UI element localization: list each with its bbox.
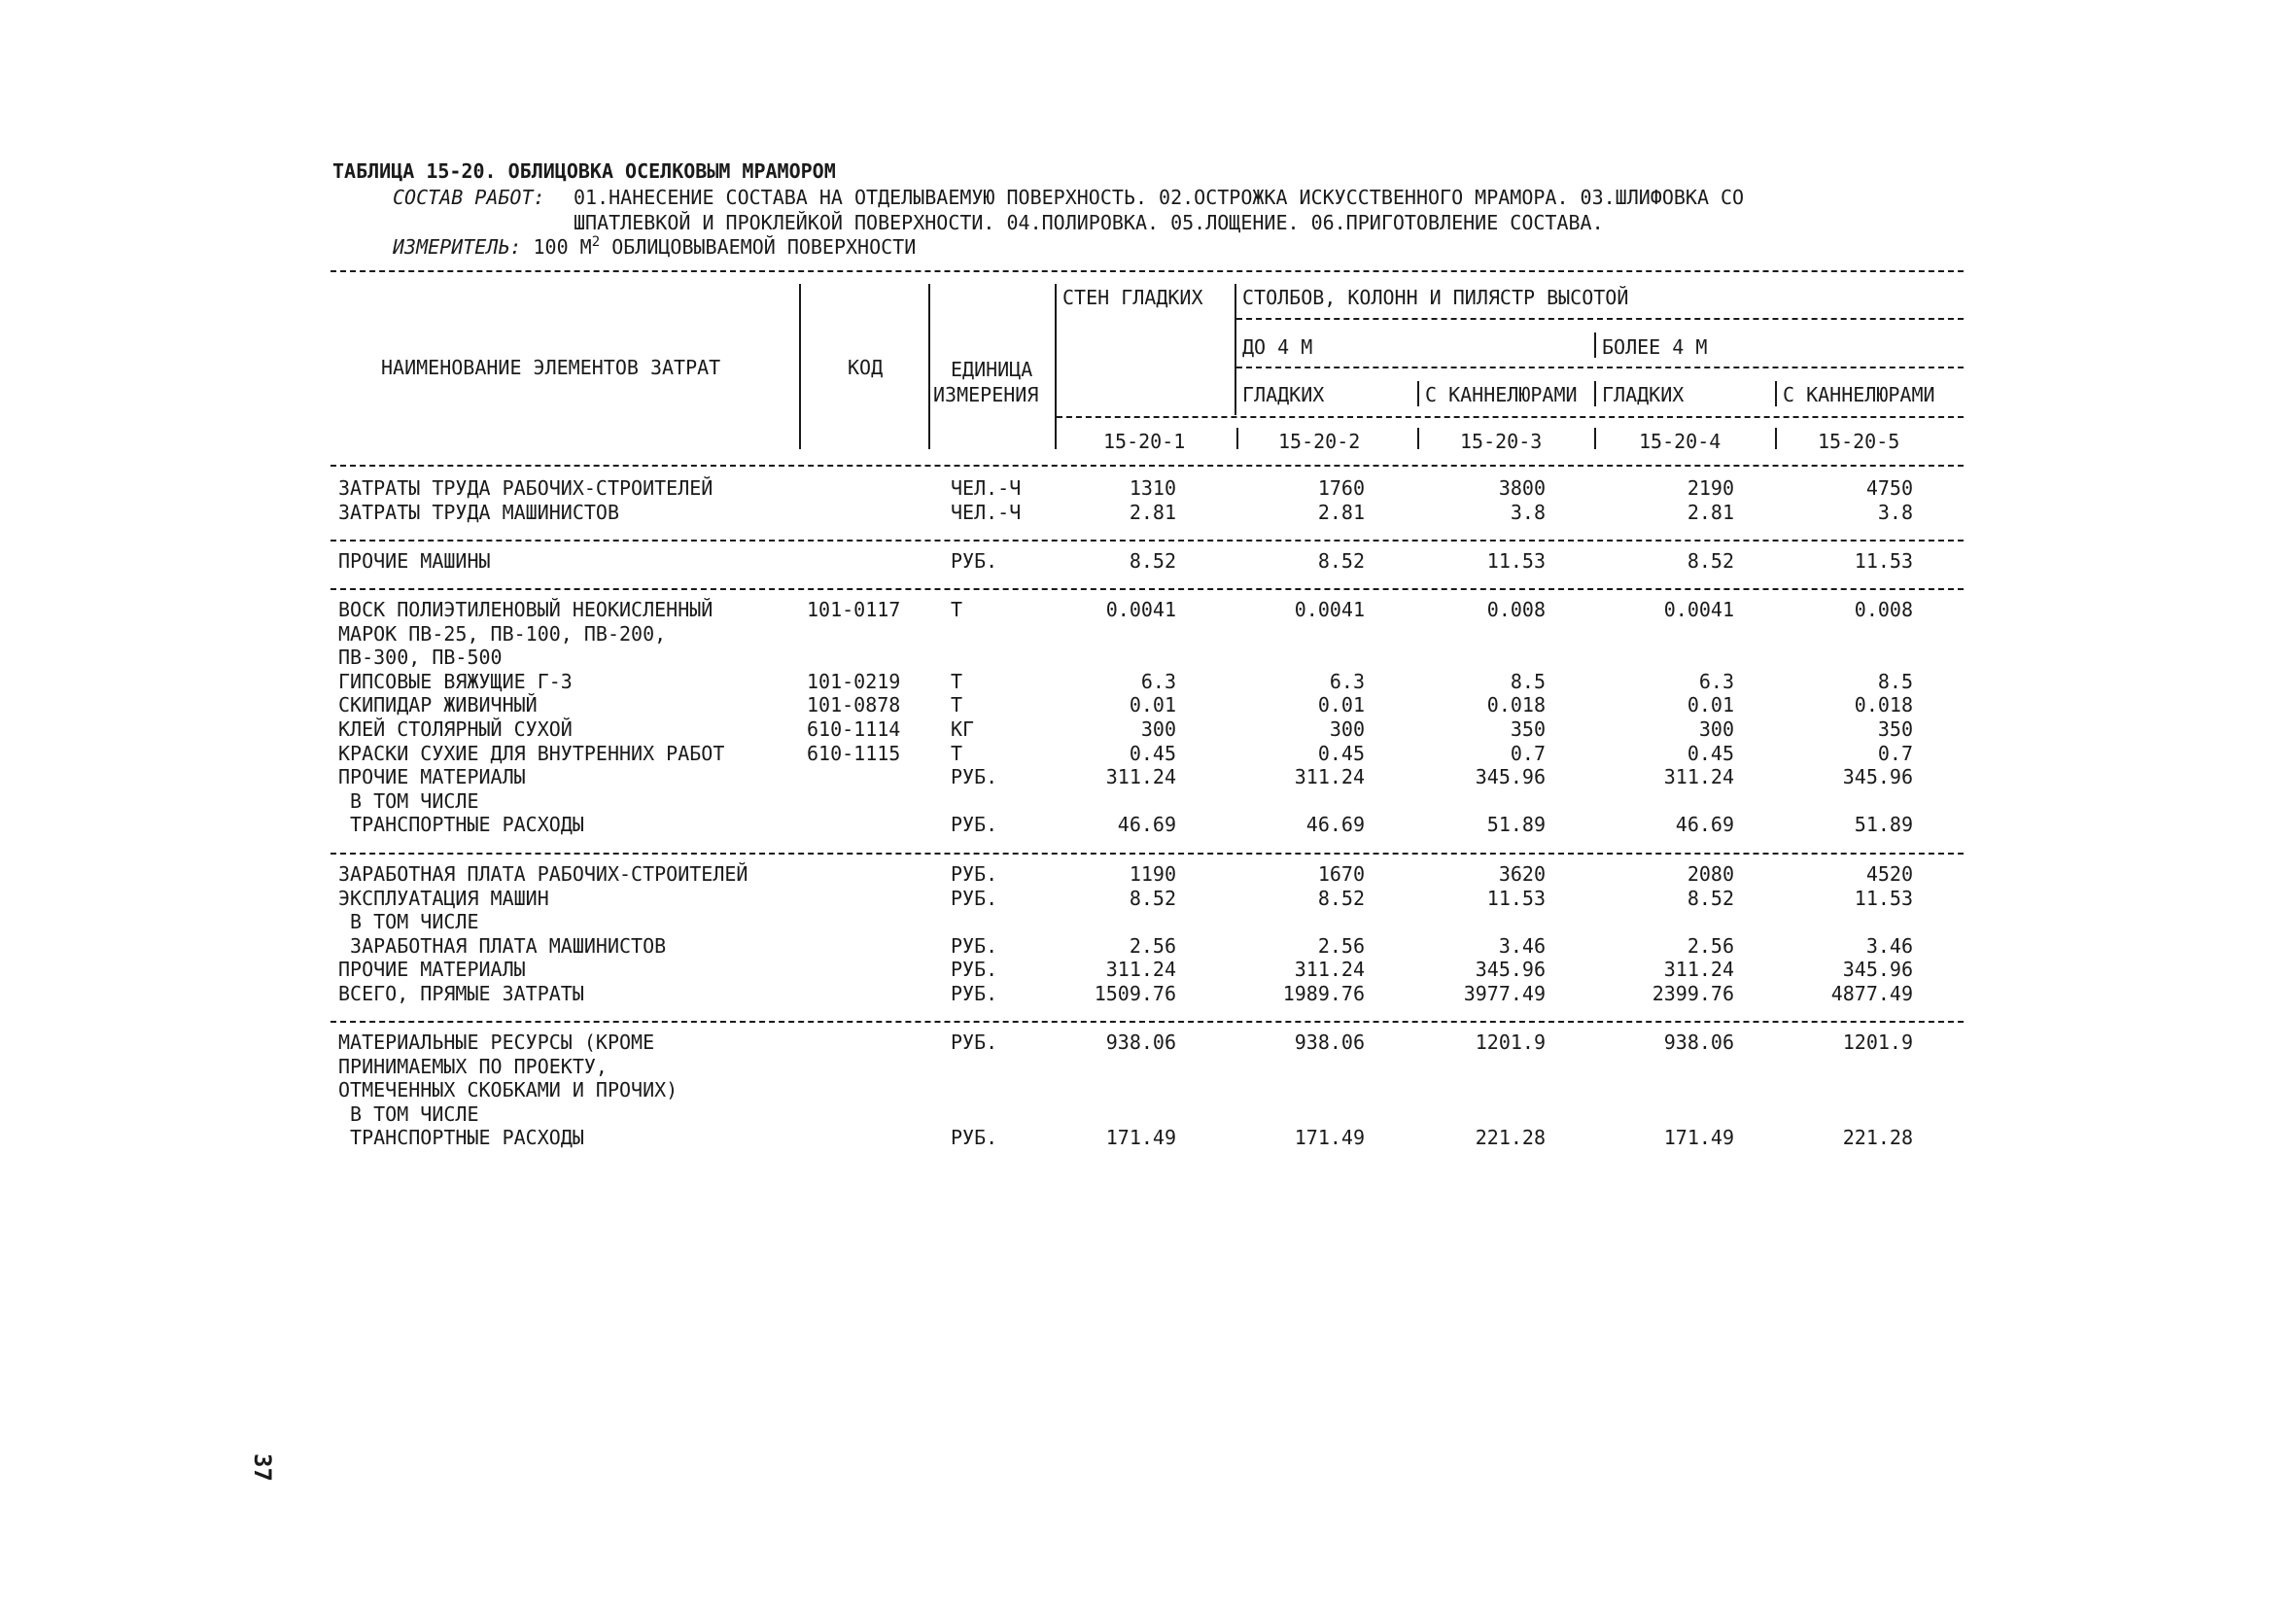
value-pillars-up4-smooth: 8.52 [1317,886,1365,910]
divider-name-kod [799,284,801,449]
value-pillars-up4-smooth: 300 [1329,717,1365,741]
row-name: ПРОЧИЕ МАТЕРИАЛЫ [338,765,526,789]
value-pillars-up4-smooth: 311.24 [1294,958,1365,982]
value-walls: 938.06 [1105,1031,1176,1054]
value-pillars-over4-smooth: 311.24 [1663,765,1734,789]
value-walls: 1310 [1129,476,1176,500]
row-name: ТРАНСПОРТНЫЕ РАСХОДЫ [338,1126,584,1150]
value-walls: 0.0041 [1105,598,1176,621]
row-unit: РУБ. [951,886,998,910]
row-unit: РУБ. [951,933,998,958]
value-walls: 300 [1140,717,1176,741]
value-pillars-over4-fluted: 345.96 [1842,765,1913,789]
col-header-smooth-1: ГЛАДКИХ [1242,383,1325,406]
row-unit: КГ [951,717,975,741]
row-unit: Т [951,741,963,765]
value-pillars-up4-fluted: 8.5 [1510,669,1546,693]
value-pillars-up4-fluted: 3620 [1498,862,1546,886]
divider-sub-1 [1417,381,1419,406]
value-pillars-up4-smooth: 938.06 [1294,1031,1365,1054]
value-pillars-over4-fluted: 4877.49 [1830,982,1913,1005]
value-pillars-up4-smooth: 2.56 [1317,933,1365,958]
rule-top [330,270,1964,272]
row-unit: Т [951,669,963,693]
row-kod: 101-0219 [807,669,901,693]
col-header-kod: КОД [848,356,884,379]
value-walls: 1190 [1129,862,1176,886]
value-pillars-up4-smooth: 1760 [1317,476,1365,500]
row-name: МАТЕРИАЛЬНЫЕ РЕСУРСЫ (КРОМЕ [338,1031,655,1054]
row-unit: ЧЕЛ.-Ч [951,500,1022,524]
row-unit: ЧЕЛ.-Ч [951,476,1022,500]
col-header-smooth-2: ГЛАДКИХ [1602,383,1685,406]
value-pillars-up4-fluted: 221.28 [1475,1126,1546,1150]
row-name: ЗАТРАТЫ ТРУДА РАБОЧИХ-СТРОИТЕЛЕЙ [338,476,713,500]
col-header-walls: СТЕН ГЛАДКИХ [1062,286,1203,309]
value-pillars-up4-smooth: 0.01 [1317,693,1365,717]
row-name: ПРОЧИЕ МАТЕРИАЛЫ [338,958,526,982]
value-pillars-over4-fluted: 0.7 [1877,741,1913,765]
value-pillars-over4-smooth: 46.69 [1675,813,1734,837]
row-kod: 101-0878 [807,693,901,717]
value-pillars-up4-fluted: 3.46 [1498,933,1546,958]
row-name: ПВ-300, ПВ-500 [338,646,503,670]
value-pillars-over4-fluted: 4750 [1865,476,1913,500]
row-name: ЗАРАБОТНАЯ ПЛАТА РАБОЧИХ-СТРОИТЕЛЕЙ [338,862,748,886]
code-15-20-2: 15-20-2 [1278,430,1361,453]
value-pillars-over4-smooth: 8.52 [1687,886,1734,910]
value-pillars-up4-fluted: 3800 [1498,476,1546,500]
value-pillars-over4-fluted: 350 [1877,717,1913,741]
row-name: МАРОК ПВ-25, ПВ-100, ПВ-200, [338,621,667,646]
col-header-over-4m: БОЛЕЕ 4 М [1602,335,1708,359]
row-unit: РУБ. [951,958,998,982]
value-pillars-up4-fluted: 345.96 [1475,958,1546,982]
col-header-name: НАИМЕНОВАНИЕ ЭЛЕМЕНТОВ ЗАТРАТ [381,356,721,379]
value-pillars-over4-fluted: 4520 [1865,862,1913,886]
value-pillars-over4-fluted: 3.8 [1877,500,1913,524]
value-pillars-over4-fluted: 1201.9 [1842,1031,1913,1054]
izmeritel-rest: ОБЛИЦОВЫВАЕМОЙ ПОВЕРХНОСТИ [600,235,917,259]
row-name: ТРАНСПОРТНЫЕ РАСХОДЫ [338,813,584,837]
value-pillars-over4-smooth: 300 [1698,717,1734,741]
code-15-20-3: 15-20-3 [1460,430,1543,453]
row-name: ПРИНИМАЕМЫХ ПО ПРОЕКТУ, [338,1054,608,1078]
value-pillars-up4-fluted: 350 [1510,717,1546,741]
value-pillars-over4-smooth: 2.56 [1687,933,1734,958]
section-rule [330,853,1964,855]
divider-walls-pillars [1235,284,1236,415]
sostav-text-line-1: 01.НАНЕСЕНИЕ СОСТАВА НА ОТДЕЛЫВАЕМУЮ ПОВЕРХНОСТЬ. 02.ОСТРОЖКА ИСКУССТВЕННОГО МРАМОРА. 03.ШЛИФОВКА СО [574,186,1745,209]
divider-code-3 [1594,428,1596,449]
value-pillars-over4-fluted: 221.28 [1842,1126,1913,1150]
value-pillars-up4-fluted: 11.53 [1486,886,1546,910]
row-unit: Т [951,598,963,621]
rule-pillars [1236,318,1964,320]
value-pillars-up4-smooth: 2.81 [1317,500,1365,524]
value-walls: 0.45 [1129,741,1176,765]
value-walls: 0.01 [1129,693,1176,717]
sostav-label: СОСТАВ РАБОТ: [393,186,545,209]
row-kod: 610-1115 [807,741,901,765]
value-pillars-up4-smooth: 311.24 [1294,765,1365,789]
value-pillars-up4-smooth: 1670 [1317,862,1365,886]
value-pillars-up4-smooth: 8.52 [1317,549,1365,573]
divider-code-2 [1417,428,1419,449]
value-walls: 2.81 [1129,500,1176,524]
page-number: 37 [249,1453,276,1482]
row-name: ЗАРАБОТНАЯ ПЛАТА МАШИНИСТОВ [338,933,667,958]
col-header-unit-2: ИЗМЕРЕНИЯ [933,383,1039,406]
value-walls: 1509.76 [1094,982,1176,1005]
value-pillars-up4-smooth: 1989.76 [1282,982,1365,1005]
value-pillars-over4-fluted: 345.96 [1842,958,1913,982]
table-title: ТАБЛИЦА 15-20. ОБЛИЦОВКА ОСЕЛКОВЫМ МРАМОРОМ [332,159,836,183]
izmeritel-label: ИЗМЕРИТЕЛЬ: [393,235,522,259]
value-pillars-over4-fluted: 0.008 [1854,598,1913,621]
value-pillars-up4-fluted: 0.7 [1510,741,1546,765]
section-rule [330,1021,1964,1023]
row-name: ОТМЕЧЕННЫХ СКОБКАМИ И ПРОЧИХ) [338,1078,678,1102]
row-name: КРАСКИ СУХИЕ ДЛЯ ВНУТРЕННИХ РАБОТ [338,741,725,765]
value-pillars-over4-smooth: 2.81 [1687,500,1734,524]
value-pillars-over4-smooth: 0.45 [1687,741,1734,765]
value-walls: 6.3 [1140,669,1176,693]
divider-code-1 [1236,428,1238,449]
col-header-fluted-2: С КАННЕЛЮРАМИ [1783,383,1935,406]
col-header-pillars: СТОЛБОВ, КОЛОНН И ПИЛЯСТР ВЫСОТОЙ [1242,286,1629,309]
row-kod: 101-0117 [807,598,901,621]
value-pillars-up4-fluted: 0.008 [1486,598,1546,621]
value-pillars-up4-fluted: 1201.9 [1475,1031,1546,1054]
row-unit: РУБ. [951,1031,998,1054]
value-pillars-up4-smooth: 0.45 [1317,741,1365,765]
row-name: КЛЕЙ СТОЛЯРНЫЙ СУХОЙ [338,717,573,741]
rule-height [1236,367,1964,368]
value-walls: 171.49 [1105,1126,1176,1150]
code-15-20-1: 15-20-1 [1103,430,1186,453]
divider-sub-3 [1775,381,1777,406]
value-pillars-over4-smooth: 6.3 [1698,669,1734,693]
value-pillars-up4-smooth: 171.49 [1294,1126,1365,1150]
row-name: ГИПСОВЫЕ ВЯЖУЩИЕ Г-3 [338,669,573,693]
izmeritel-value: 100 М [533,235,592,259]
value-walls: 8.52 [1129,886,1176,910]
value-walls: 46.69 [1117,813,1176,837]
row-kod: 610-1114 [807,717,901,741]
value-pillars-over4-smooth: 0.01 [1687,693,1734,717]
divider-kod-unit [928,284,930,449]
row-unit: РУБ. [951,765,998,789]
code-15-20-5: 15-20-5 [1818,430,1900,453]
value-pillars-over4-fluted: 11.53 [1854,886,1913,910]
row-name: ПРОЧИЕ МАШИНЫ [338,549,491,573]
sostav-text-line-2: ШПАТЛЕВКОЙ И ПРОКЛЕЙКОЙ ПОВЕРХНОСТИ. 04.ПОЛИРОВКА. 05.ЛОЩЕНИЕ. 06.ПРИГОТОВЛЕНИЕ СОСТАВА. [574,211,1604,234]
col-header-up-to-4m: ДО 4 М [1242,335,1313,359]
divider-code-4 [1775,428,1777,449]
row-unit: РУБ. [951,1126,998,1150]
row-unit: Т [951,693,963,717]
row-name: ВОСК ПОЛИЭТИЛЕНОВЫЙ НЕОКИСЛЕННЫЙ [338,598,713,621]
value-pillars-over4-smooth: 2080 [1687,862,1734,886]
row-unit: РУБ. [951,549,998,573]
value-pillars-up4-smooth: 6.3 [1329,669,1365,693]
value-walls: 311.24 [1105,958,1176,982]
col-header-fluted-1: С КАННЕЛЮРАМИ [1425,383,1578,406]
izmeritel-sup: 2 [591,234,601,250]
value-pillars-over4-smooth: 171.49 [1663,1126,1734,1150]
divider-sub-2 [1594,381,1596,406]
value-pillars-up4-fluted: 0.018 [1486,693,1546,717]
row-unit: РУБ. [951,862,998,886]
row-unit: РУБ. [951,813,998,837]
value-pillars-over4-fluted: 3.46 [1865,933,1913,958]
col-header-unit-1: ЕДИНИЦА [951,358,1033,381]
value-pillars-over4-smooth: 2399.76 [1652,982,1734,1005]
value-pillars-up4-fluted: 3977.49 [1463,982,1546,1005]
row-name: ЭКСПЛУАТАЦИЯ МАШИН [338,886,549,910]
row-name: В ТОМ ЧИСЛЕ [338,1101,479,1126]
value-pillars-over4-smooth: 938.06 [1663,1031,1734,1054]
divider-unit-values [1055,284,1057,449]
value-pillars-up4-smooth: 46.69 [1305,813,1365,837]
section-rule [330,588,1964,590]
value-pillars-over4-smooth: 311.24 [1663,958,1734,982]
value-pillars-over4-fluted: 8.5 [1877,669,1913,693]
row-unit: РУБ. [951,982,998,1005]
row-name: ЗАТРАТЫ ТРУДА МАШИНИСТОВ [338,500,619,524]
value-walls: 311.24 [1105,765,1176,789]
rule-header-bottom [330,465,1964,467]
value-pillars-over4-fluted: 0.018 [1854,693,1913,717]
row-name: СКИПИДАР ЖИВИЧНЫЙ [338,693,538,717]
row-name: В ТОМ ЧИСЛЕ [338,910,479,934]
value-pillars-over4-fluted: 11.53 [1854,549,1913,573]
rule-codes [1057,416,1964,418]
code-15-20-4: 15-20-4 [1639,430,1722,453]
divider-height-groups [1594,332,1596,358]
value-pillars-up4-fluted: 3.8 [1510,500,1546,524]
value-walls: 2.56 [1129,933,1176,958]
value-pillars-over4-smooth: 2190 [1687,476,1734,500]
value-pillars-over4-smooth: 0.0041 [1663,598,1734,621]
row-name: ВСЕГО, ПРЯМЫЕ ЗАТРАТЫ [338,982,584,1005]
value-pillars-over4-fluted: 51.89 [1854,813,1913,837]
value-pillars-up4-smooth: 0.0041 [1294,598,1365,621]
value-pillars-up4-fluted: 51.89 [1486,813,1546,837]
row-name: В ТОМ ЧИСЛЕ [338,788,479,813]
value-pillars-over4-smooth: 8.52 [1687,549,1734,573]
value-walls: 8.52 [1129,549,1176,573]
section-rule [330,540,1964,542]
value-pillars-up4-fluted: 11.53 [1486,549,1546,573]
value-pillars-up4-fluted: 345.96 [1475,765,1546,789]
izmeritel [393,235,916,257]
